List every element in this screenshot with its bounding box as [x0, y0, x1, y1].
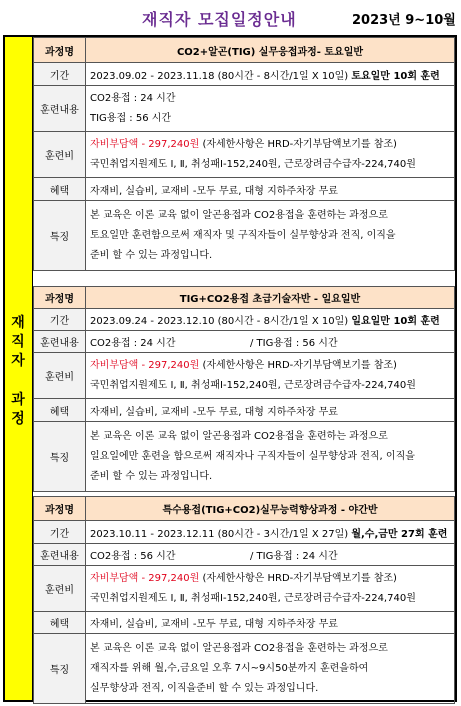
schedule-period: 2023년 9~10월 — [352, 13, 456, 28]
fee-label: 훈련비 — [34, 566, 86, 612]
benefit-value: 자재비, 실습비, 교재비 -모두 무료, 대형 지하주차장 무료 — [86, 399, 455, 422]
course-name: 특수용접(TIG+CO2)실무능력향상과정 - 야간반 — [86, 497, 455, 521]
benefit-value: 자재비, 실습비, 교재비 -모두 무료, 대형 지하주차장 무료 — [86, 612, 455, 634]
category-sidebar — [5, 37, 33, 700]
feature-value: 본 교육은 이론 교육 없이 알곤용접과 CO2용접을 훈련하는 과정으로 토요일만 훈련함으로써 재직자 및 구직자들이 실무향상과 전직, 이직을 준비 할 수 있는 과정입니다. — [86, 201, 455, 271]
sidebar-label-top: 재 직 자 — [11, 315, 25, 369]
benefit-label: 혜택 — [34, 178, 86, 201]
fee-label: 훈련비 — [34, 132, 86, 178]
course-name-label: 과정명 — [34, 38, 86, 63]
course-block-saturday — [33, 37, 455, 271]
page-header — [0, 0, 461, 34]
content-value: CO2용접 : 56 시간 / TIG용접 : 24 시간 — [86, 544, 455, 566]
feature-label: 특징 — [34, 422, 86, 492]
feature-label: 특징 — [34, 634, 86, 704]
course-block-sunday — [33, 286, 455, 492]
content-label: 훈련내용 — [34, 544, 86, 566]
course-name: TIG+CO2용접 초급기술자반 - 일요일반 — [86, 287, 455, 309]
benefit-label: 혜택 — [34, 399, 86, 422]
fee-value: 자비부담액 - 297,240원 (자세한사항은 HRD-자기부담액보기를 참조) 국민취업지원제도 Ⅰ, Ⅱ, 취성패Ⅰ-152,240원, 근로장려금수급자-224,740원 — [86, 566, 455, 612]
content-value: CO2용접 : 24 시간 TIG용접 : 56 시간 — [86, 86, 455, 132]
content-value: CO2용접 : 24 시간 / TIG용접 : 56 시간 — [86, 331, 455, 353]
period-value: 2023.09.24 - 2023.12.10 (80시간 - 8시간/1일 X 10일) 일요일만 10회 훈련 — [86, 309, 455, 331]
course-frame — [3, 35, 457, 702]
period-value: 2023.10.11 - 2023.12.11 (80시간 - 3시간/1일 X 27일) 월,수,금만 27회 훈련 — [86, 521, 455, 544]
feature-value: 본 교육은 이론 교육 없이 알곤용접과 CO2용접을 훈련하는 과정으로 재직자를 위해 월,수,금요일 오후 7시~9시50분까지 훈련을하여 실무향상과 전직, 이직을준비 할 수 있는 과정입니다. — [86, 634, 455, 704]
course-name-label: 과정명 — [34, 497, 86, 521]
page-title: 재직자 모집일정안내 — [142, 10, 297, 29]
course-name: CO2+알곤(TIG) 실무응접과정- 토요일반 — [86, 38, 455, 63]
feature-label: 특징 — [34, 201, 86, 271]
period-label: 기간 — [34, 521, 86, 544]
content-label: 훈련내용 — [34, 331, 86, 353]
course-name-label: 과정명 — [34, 287, 86, 309]
content-label: 훈련내용 — [34, 86, 86, 132]
period-value: 2023.09.02 - 2023.11.18 (80시간 - 8시간/1일 X 10일) 토요일만 10회 훈련 — [86, 63, 455, 86]
fee-value: 자비부담액 - 297,240원 (자세한사항은 HRD-자기부담액보기를 참조) 국민취업지원제도 Ⅰ, Ⅱ, 취성패Ⅰ-152,240원, 근로장려금수급자-224,740원 — [86, 353, 455, 399]
benefit-label: 혜택 — [34, 612, 86, 634]
feature-value: 본 교육은 이론 교육 없이 알곤용접과 CO2용접을 훈련하는 과정으로 일요일에만 훈련을 함으로써 재직자나 구직자들이 실무향상과 전직, 이직을 준비 할 수 있는 과정입니다. — [86, 422, 455, 492]
period-label: 기간 — [34, 309, 86, 331]
fee-value: 자비부담액 - 297,240원 (자세한사항은 HRD-자기부담액보기를 참조) 국민취업지원제도 Ⅰ, Ⅱ, 취성패Ⅰ-152,240원, 근로장려금수급자-224,740원 — [86, 132, 455, 178]
course-block-evening — [33, 496, 455, 704]
fee-label: 훈련비 — [34, 353, 86, 399]
period-label: 기간 — [34, 63, 86, 86]
sidebar-label-bottom: 과 정 — [11, 392, 25, 427]
benefit-value: 자재비, 실습비, 교재비 -모두 무료, 대형 지하주차장 무료 — [86, 178, 455, 201]
